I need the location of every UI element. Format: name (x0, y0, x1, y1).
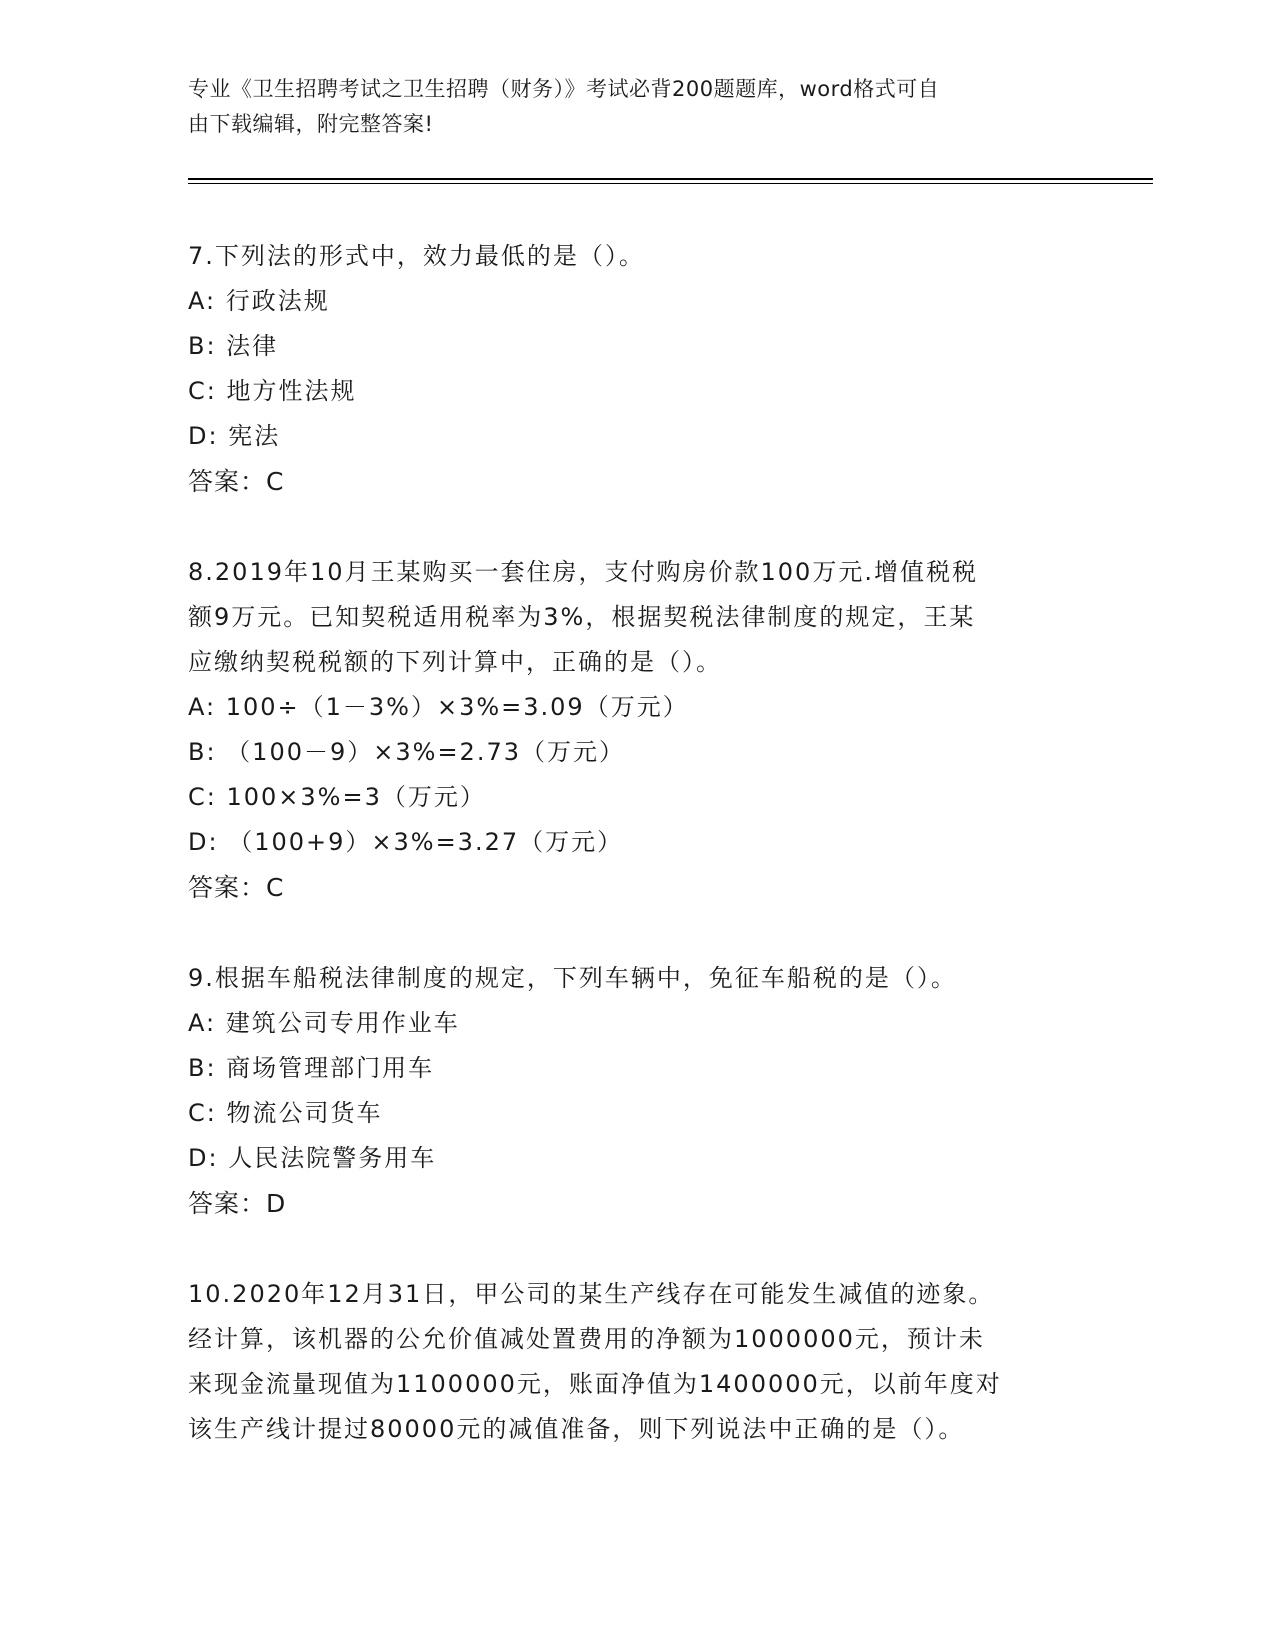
stem-line: 经计算，该机器的公允价值减处置费用的净额为1000000元，预计未 (188, 1325, 985, 1353)
header-line-1: 专业《卫生招聘考试之卫生招聘（财务）》考试必背200题题库，word格式可自 (188, 77, 940, 101)
answer: 答案：C (188, 873, 285, 902)
option-b: B: 法律 (188, 332, 279, 360)
header-divider-thick (188, 178, 1153, 180)
option-b: B: （100－9）×3%=2.73（万元） (188, 738, 625, 766)
option-d: D: 人民法院警务用车 (188, 1144, 437, 1172)
option-c: C: 物流公司货车 (188, 1099, 383, 1127)
stem-line: 额9万元。已知契税适用税率为3%，根据契税法律制度的规定，王某 (188, 603, 976, 631)
question-9 (188, 956, 1088, 1226)
option-d: D: （100+9）×3%=3.27（万元） (188, 828, 624, 856)
question-8 (188, 550, 1088, 910)
stem-line: 该生产线计提过80000元的减值准备，则下列说法中正确的是（）。 (188, 1415, 965, 1443)
header-divider-thin (188, 183, 1153, 184)
document-header (188, 72, 1088, 142)
option-a: A: 行政法规 (188, 287, 330, 315)
option-c: C: 地方性法规 (188, 377, 357, 405)
question-10 (188, 1272, 1088, 1452)
option-b: B: 商场管理部门用车 (188, 1054, 435, 1082)
stem-line: 9.根据车船税法律制度的规定，下列车辆中，免征车船税的是（）。 (188, 964, 957, 992)
question-list (188, 234, 1088, 1498)
question-7 (188, 234, 1088, 504)
question-stem (188, 956, 1088, 1001)
answer: 答案：D (188, 1189, 287, 1218)
stem-line: 10.2020年12月31日，甲公司的某生产线存在可能发生减值的迹象。 (188, 1280, 995, 1308)
stem-line: 来现金流量现值为1100000元，账面净值为1400000元，以前年度对 (188, 1370, 1002, 1398)
stem-line: 8.2019年10月王某购买一套住房，支付购房价款100万元.增值税税 (188, 558, 978, 586)
option-a: A: 建筑公司专用作业车 (188, 1009, 460, 1037)
stem-line: 应缴纳契税税额的下列计算中，正确的是（）。 (188, 648, 722, 676)
option-a: A: 100÷（1－3%）×3%=3.09（万元） (188, 693, 689, 721)
header-line-2: 由下载编辑，附完整答案! (188, 112, 434, 136)
question-stem (188, 1272, 1088, 1452)
option-d: D: 宪法 (188, 422, 281, 450)
answer: 答案：C (188, 467, 285, 496)
stem-line: 7.下列法的形式中，效力最低的是（）。 (188, 242, 645, 270)
option-c: C: 100×3%=3（万元） (188, 783, 486, 811)
question-stem (188, 234, 1088, 279)
question-stem (188, 550, 1088, 685)
